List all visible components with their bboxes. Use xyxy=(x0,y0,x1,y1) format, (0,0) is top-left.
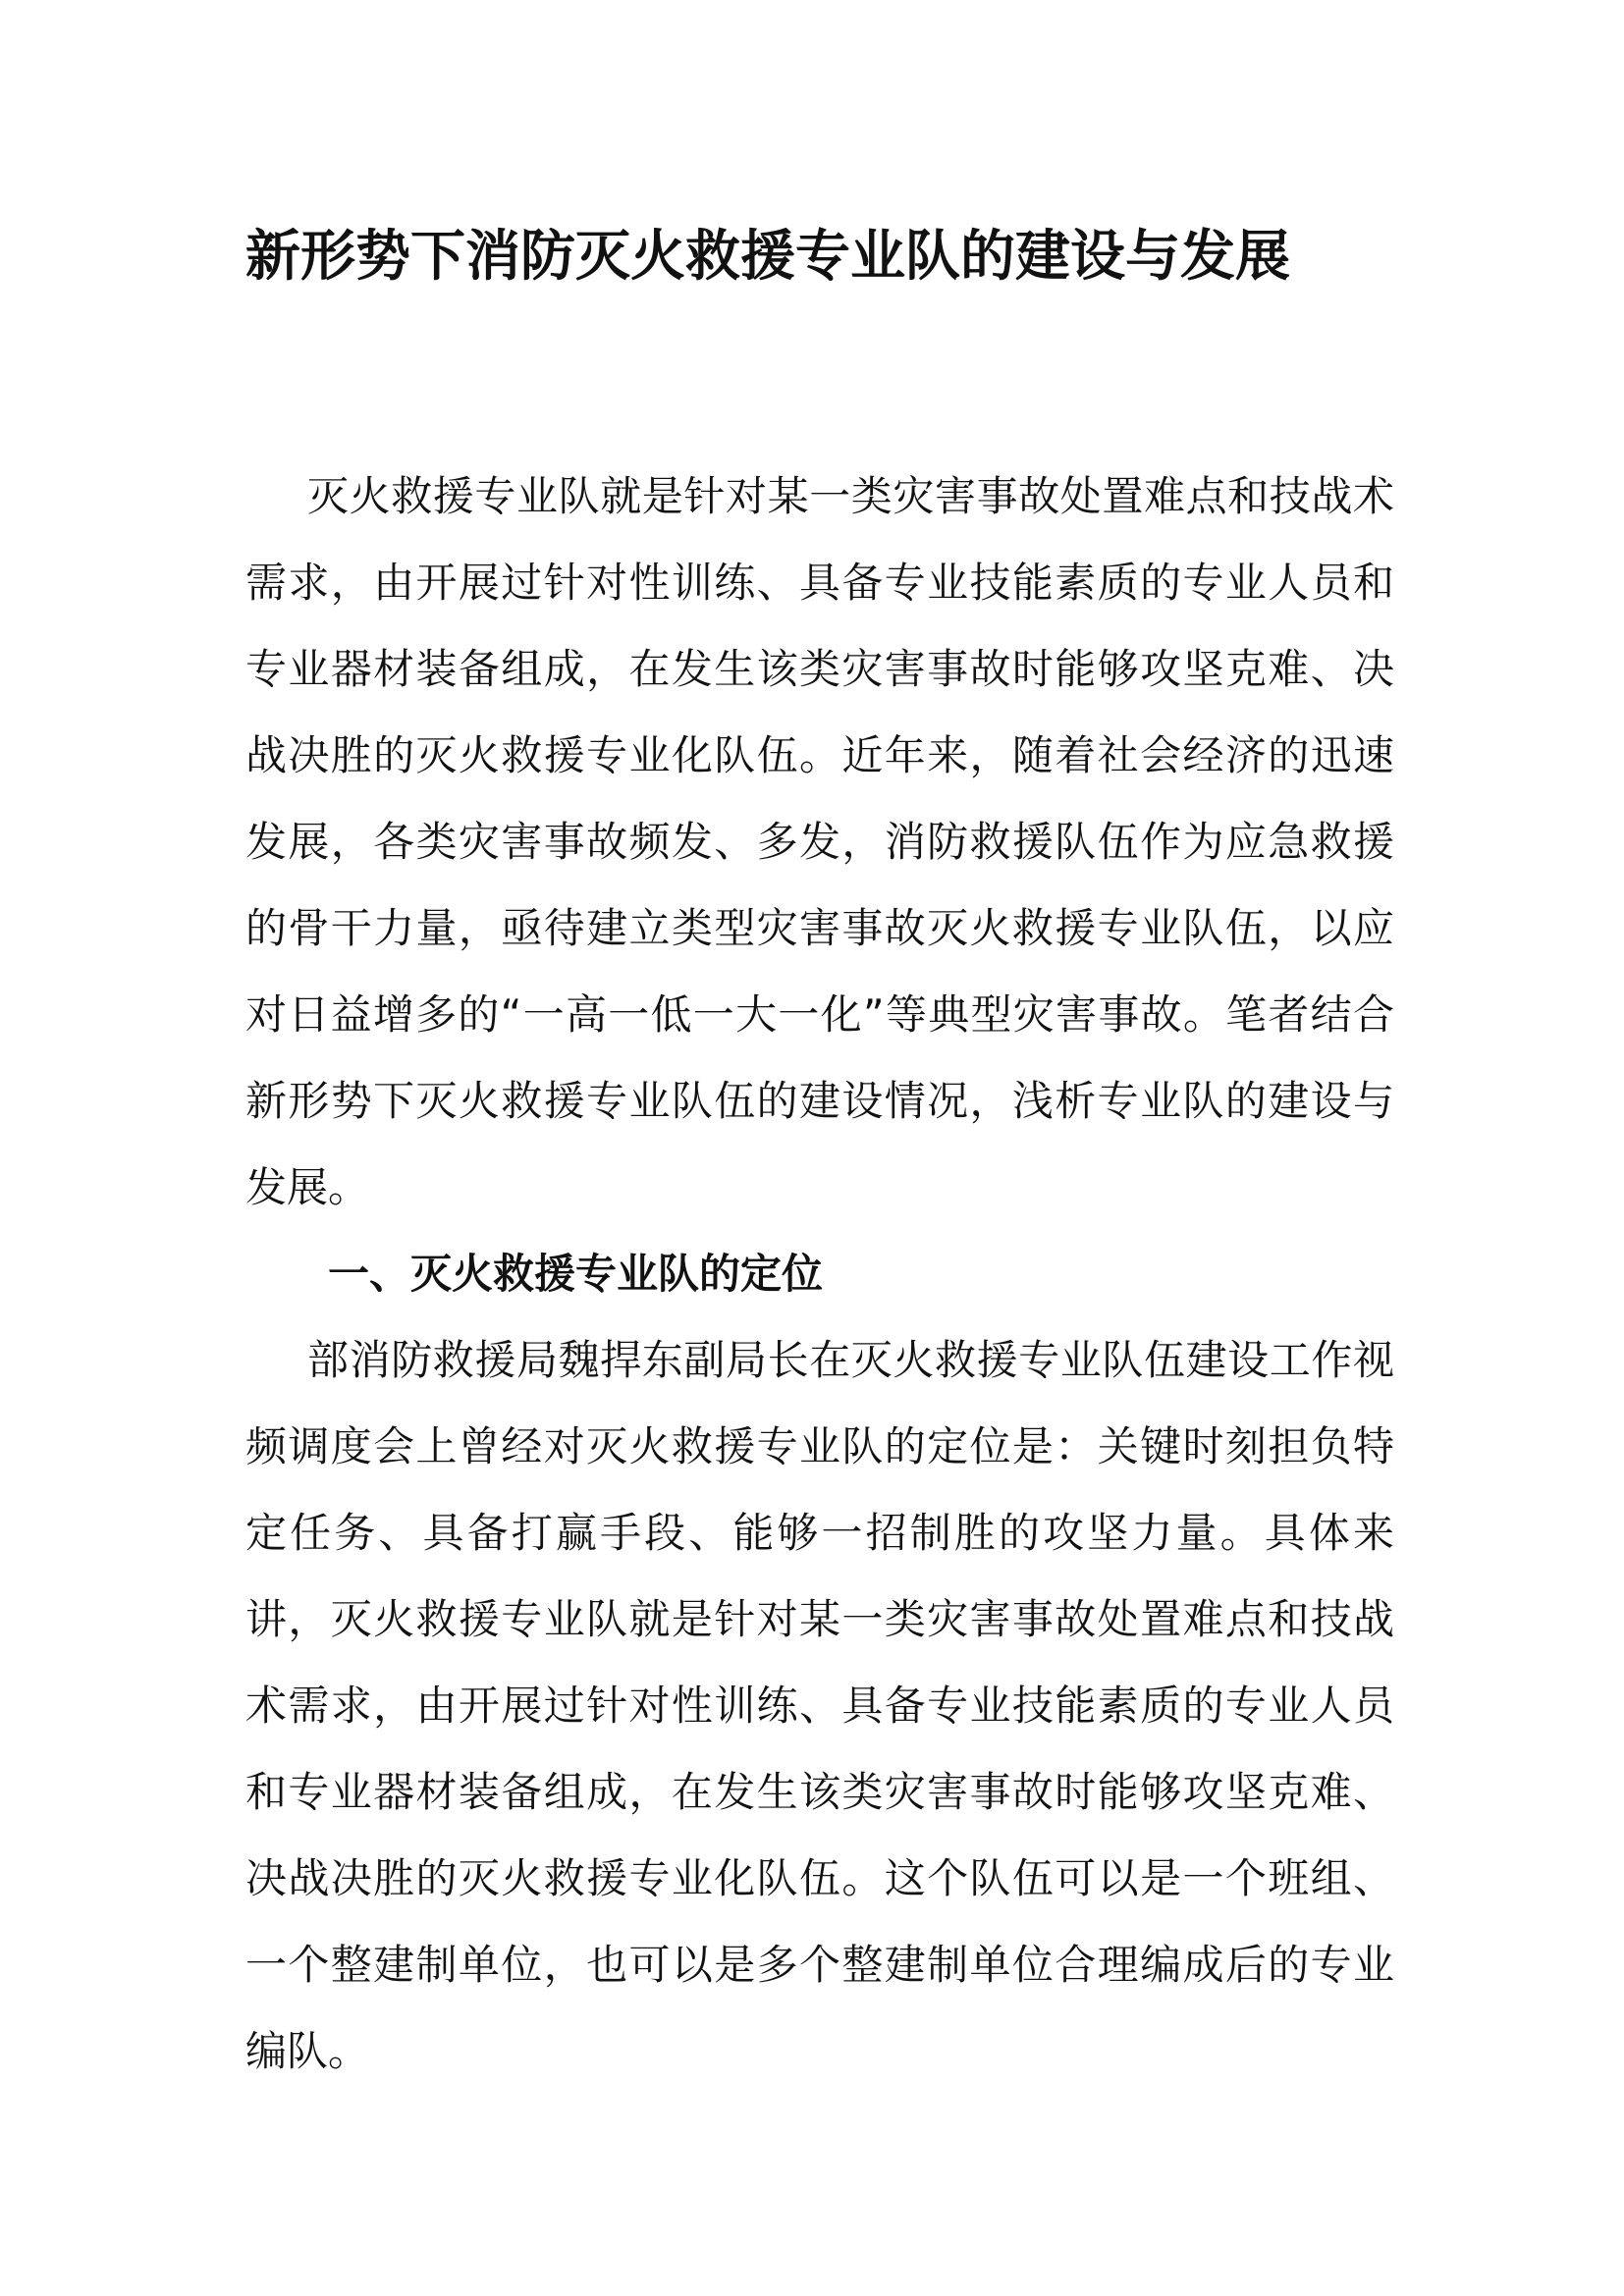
document-title: 新形势下消防灭火救援专业队的建设与发展 xyxy=(245,225,1290,289)
section-heading-positioning: 一、灭火救援专业队的定位 xyxy=(328,1250,824,1298)
section-paragraph-positioning: 部消防救援局魏捍东副局长在灭火救援专业队伍建设工作视频调度会上曾经对灭火救援专业队的定位是：关键时刻担负特定任务、具备打赢手段、能够一招制胜的攻坚力量。具体来讲，灭火救援专业队就是针对某一类灾害事故处置难点和技战术需求，由开展过针对性训练、具备专业技能素质的专业人员和专业器材装备组成，在发生该类灾害事故时能够攻坚克难、决战决胜的灭火救援专业化队伍。这个队伍可以是一个班组、一个整建制单位，也可以是多个整建制单位合理编成后的专业编队。 xyxy=(245,1336,1394,2075)
document-body xyxy=(245,454,1394,2095)
intro-paragraph: 灭火救援专业队就是针对某一类灾害事故处置难点和技战术需求，由开展过针对性训练、具备专业技能素质的专业人员和专业器材装备组成，在发生该类灾害事故时能够攻坚克难、决战决胜的灭火救援专业化队伍。近年来，随着社会经济的迅速发展，各类灾害事故频发、多发，消防救援队伍作为应急救援的骨干力量，亟待建立类型灾害事故灭火救援专业队伍，以应对日益增多的“一高一低一大一化”等典型灾害事故。笔者结合新形势下灭火救援专业队伍的建设情况，浅析专业队的建设与发展。 xyxy=(245,472,1394,1211)
